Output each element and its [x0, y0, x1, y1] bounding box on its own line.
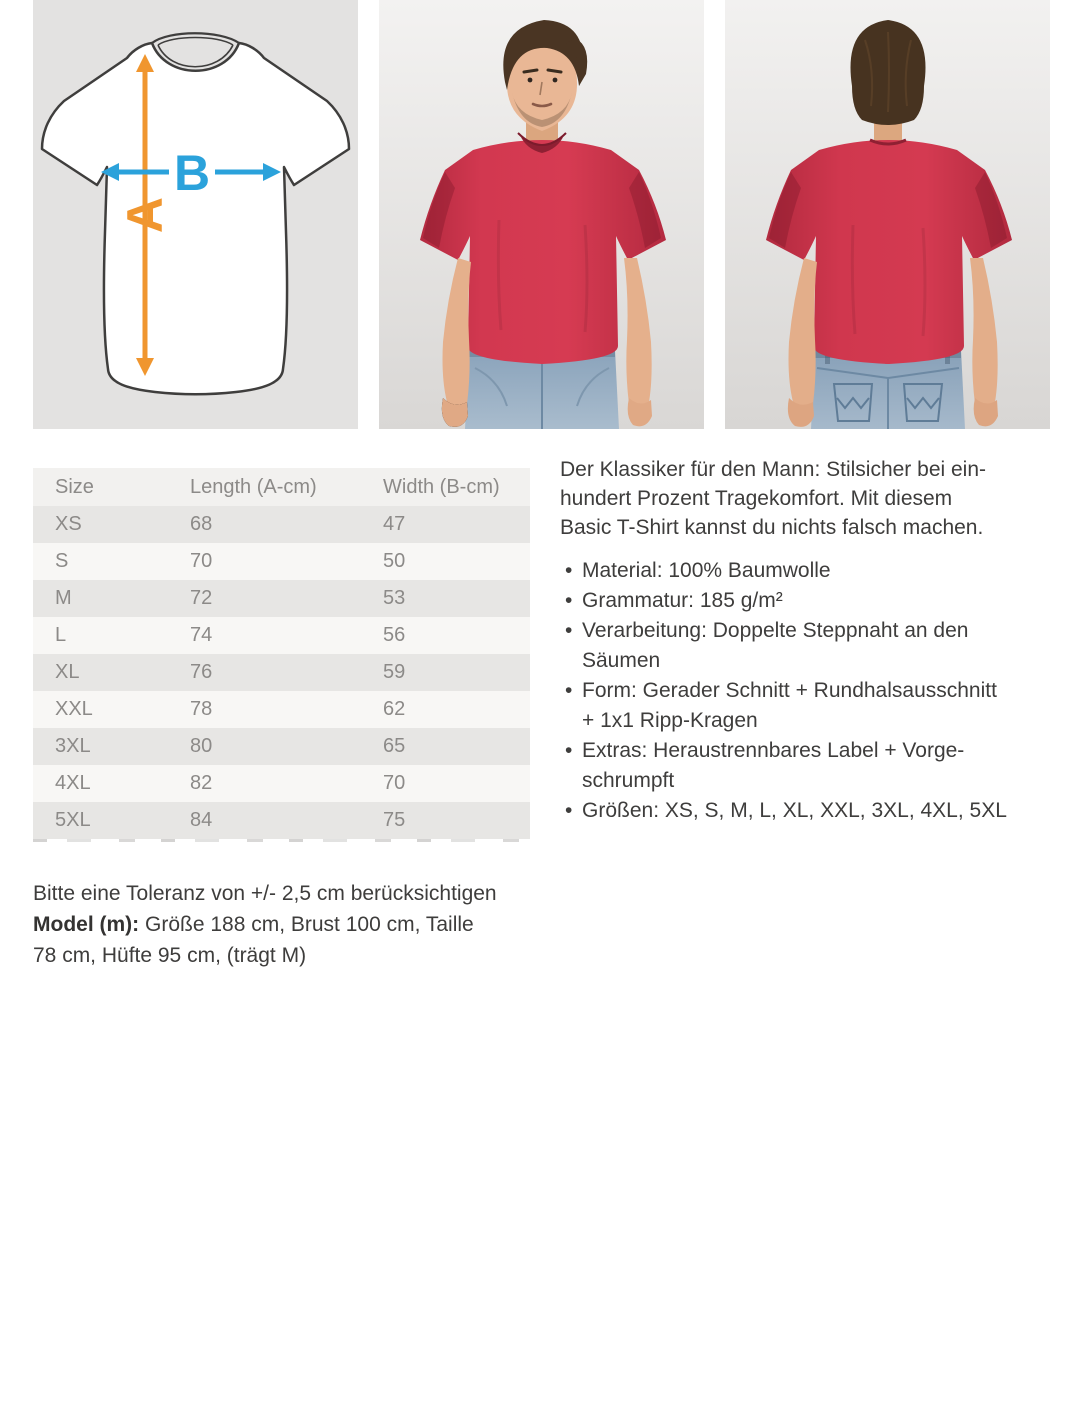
table-cell: L	[55, 624, 67, 646]
table-cell: 70	[383, 772, 406, 794]
model-info-text: Größe 188 cm, Brust 100 cm, Taille	[139, 913, 474, 936]
table-row	[33, 691, 530, 728]
size-column	[33, 455, 530, 971]
feature-line: Verarbeitung: Doppelte Steppnaht an den	[582, 619, 969, 642]
column-header: Length (A-cm)	[190, 475, 317, 498]
feature-item	[560, 736, 1052, 796]
bullet-icon: •	[565, 679, 573, 702]
feature-item	[560, 556, 1052, 586]
table-cell: 70	[190, 550, 213, 572]
table-row	[33, 654, 530, 691]
feature-item	[560, 796, 1052, 826]
cropped-table-row-remnant	[33, 839, 530, 847]
feature-text	[582, 616, 968, 676]
table-cell: 47	[383, 513, 406, 535]
measurement-notes	[33, 878, 530, 971]
column-header: Size	[55, 475, 94, 498]
intro-line: Basic T-Shirt kannst du nichts falsch machen.	[560, 516, 984, 539]
table-cell: 50	[383, 550, 406, 572]
product-images-row	[0, 0, 1080, 429]
table-cell: 59	[383, 661, 406, 683]
tolerance-note: Bitte eine Toleranz von +/- 2,5 cm berücksichtigen	[33, 882, 497, 905]
label-b: B	[173, 145, 211, 201]
feature-text	[582, 736, 964, 796]
left-eye	[528, 78, 533, 83]
table-cell: S	[55, 550, 69, 572]
table-cell: 3XL	[55, 735, 91, 757]
bullet-icon: •	[565, 589, 573, 612]
table-cell: XS	[55, 513, 82, 535]
table-row	[33, 802, 530, 839]
model-info-line1	[33, 909, 530, 940]
model-info-label: Model (m):	[33, 913, 140, 936]
feature-line: Extras: Heraustrennbares Label + Vorge-	[582, 739, 965, 762]
intro-paragraph	[560, 455, 1052, 542]
table-row	[33, 765, 530, 802]
table-cell: 62	[383, 698, 406, 720]
table-cell: 5XL	[55, 809, 91, 831]
table-cell: 68	[190, 513, 213, 535]
feature-item	[560, 676, 1052, 736]
feature-text	[582, 796, 1007, 826]
size-table-body	[33, 506, 530, 839]
table-cell: 53	[383, 587, 406, 609]
table-cell: 82	[190, 772, 213, 794]
table-cell: 56	[383, 624, 406, 646]
bullet-icon: •	[565, 619, 573, 642]
table-cell: 4XL	[55, 772, 91, 794]
model-back-illustration	[725, 0, 1050, 429]
bullet-icon: •	[565, 739, 573, 762]
label-a: A	[117, 196, 173, 234]
feature-line: + 1x1 Ripp-Kragen	[582, 709, 758, 732]
right-eye	[553, 78, 558, 83]
intro-line: hundert Prozent Tragekomfort. Mit diesem	[560, 487, 953, 510]
column-header: Width (B-cm)	[383, 475, 500, 498]
feature-text	[582, 586, 783, 616]
feature-line: Größen: XS, S, M, L, XL, XXL, 3XL, 4XL, 5XL	[582, 799, 1007, 822]
bullet-icon: •	[565, 559, 573, 582]
size-table	[33, 468, 530, 839]
tshirt-measurement-diagram	[33, 0, 358, 429]
table-row	[33, 506, 530, 543]
feature-line: schrumpft	[582, 769, 675, 792]
size-diagram-image	[33, 0, 358, 429]
table-cell: 84	[190, 809, 213, 831]
table-row	[33, 580, 530, 617]
bullet-icon: •	[565, 799, 573, 822]
table-cell: XXL	[55, 698, 93, 720]
model-front-illustration	[379, 0, 704, 429]
table-row	[33, 617, 530, 654]
table-cell: 78	[190, 698, 213, 720]
feature-line: Grammatur: 185 g/m²	[582, 589, 783, 612]
table-cell: 72	[190, 587, 213, 609]
feature-text	[582, 676, 997, 736]
feature-item	[560, 586, 1052, 616]
size-table-header-row	[33, 468, 530, 506]
feature-line: Material: 100% Baumwolle	[582, 559, 831, 582]
table-cell: 74	[190, 624, 213, 646]
description-column	[560, 455, 1052, 971]
model-back-photo	[725, 0, 1050, 429]
table-cell: XL	[55, 661, 80, 683]
model-front-photo	[379, 0, 704, 429]
table-row	[33, 543, 530, 580]
table-cell: M	[55, 587, 72, 609]
model-info-line2: 78 cm, Hüfte 95 cm, (trägt M)	[33, 944, 307, 967]
table-cell: 65	[383, 735, 406, 757]
table-cell: 75	[383, 809, 406, 831]
feature-text	[582, 556, 831, 586]
intro-line: Der Klassiker für den Mann: Stilsicher bei ein-	[560, 458, 987, 481]
table-row	[33, 728, 530, 765]
feature-line: Säumen	[582, 649, 661, 672]
feature-list	[560, 556, 1052, 826]
details-row	[0, 455, 1080, 971]
feature-item	[560, 616, 1052, 676]
table-cell: 76	[190, 661, 213, 683]
table-cell: 80	[190, 735, 213, 757]
feature-line: Form: Gerader Schnitt + Rundhalsausschnitt	[582, 679, 997, 702]
